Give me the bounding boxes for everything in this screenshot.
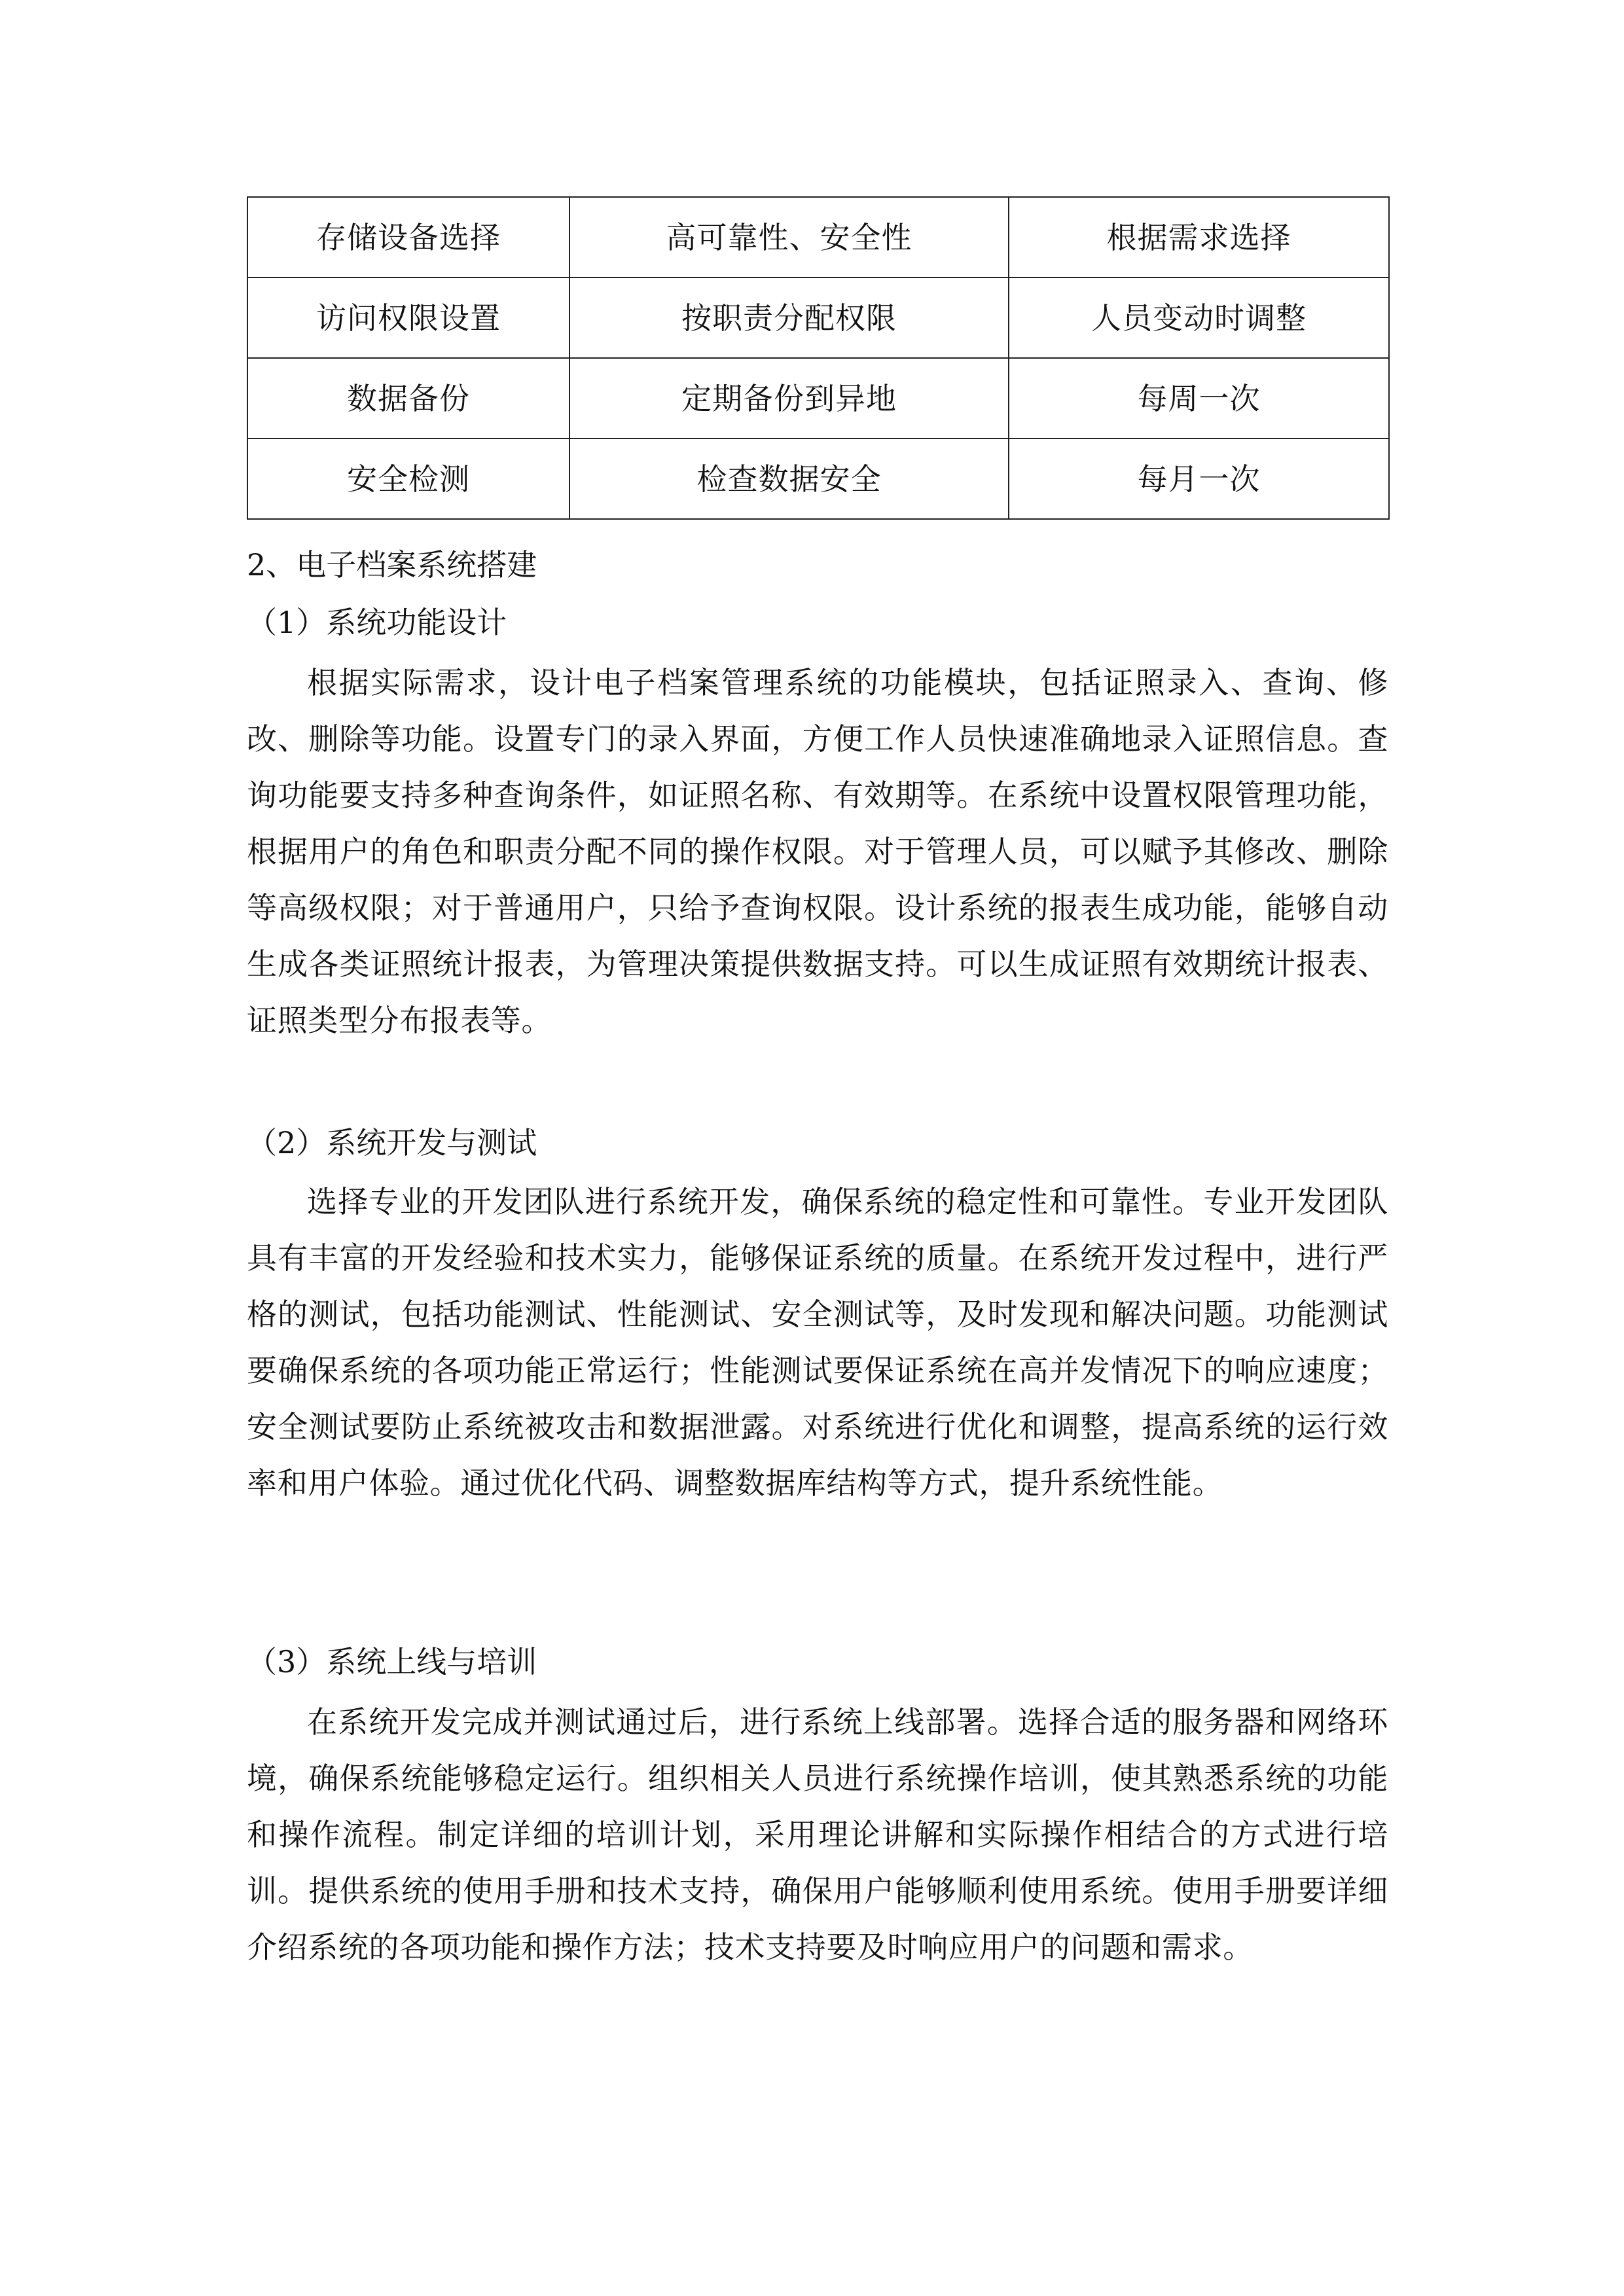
table-row	[247, 358, 1389, 439]
section-heading: 2、电子档案系统搭建	[247, 547, 537, 583]
table-cell: 安全检测	[247, 439, 569, 519]
table-cell: 人员变动时调整	[1009, 278, 1389, 358]
paragraph-dev-test: 选择专业的开发团队进行系统开发，确保系统的稳定性和可靠性。专业开发团队具有丰富的开发经验和技术实力，能够保证系统的质量。在系统开发过程中，进行严格的测试，包括功能测试、性能测试、安全测试等，及时发现和解决问题。功能测试要确保系统的各项功能正常运行；性能测试要保证系统在高并发情况下的响应速度；安全测试要防止系统被攻击和数据泄露。对系统进行优化和调整，提高系统的运行效率和用户体验。通过优化代码、调整数据库结构等方式，提升系统性能。	[247, 1184, 1388, 1501]
table-row	[247, 197, 1389, 278]
subsection-title-function-design: （1）系统功能设计	[247, 605, 507, 640]
table-row	[247, 439, 1389, 519]
table-cell: 定期备份到异地	[569, 358, 1009, 439]
paragraph-function-design: 根据实际需求，设计电子档案管理系统的功能模块，包括证照录入、查询、修改、删除等功能。设置专门的录入界面，方便工作人员快速准确地录入证照信息。查询功能要支持多种查询条件，如证照名称、有效期等。在系统中设置权限管理功能，根据用户的角色和职责分配不同的操作权限。对于管理人员，可以赋予其修改、删除等高级权限；对于普通用户，只给予查询权限。设计系统的报表生成功能，能够自动生成各类证照统计报表，为管理决策提供数据支持。可以生成证照有效期统计报表、证照类型分布报表等。	[247, 665, 1388, 1038]
table-cell: 根据需求选择	[1009, 197, 1389, 278]
table-cell: 高可靠性、安全性	[569, 197, 1009, 278]
table-cell: 每月一次	[1009, 439, 1389, 519]
measures-table	[247, 196, 1390, 520]
table-cell: 存储设备选择	[247, 197, 569, 278]
table-cell: 按职责分配权限	[569, 278, 1009, 358]
table-row	[247, 278, 1389, 358]
table-cell: 数据备份	[247, 358, 569, 439]
paragraph-launch-training: 在系统开发完成并测试通过后，进行系统上线部署。选择合适的服务器和网络环境，确保系统能够稳定运行。组织相关人员进行系统操作培训，使其熟悉系统的功能和操作流程。制定详细的培训计划，采用理论讲解和实际操作相结合的方式进行培训。提供系统的使用手册和技术支持，确保用户能够顺利使用系统。使用手册要详细介绍系统的各项功能和操作方法；技术支持要及时响应用户的问题和需求。	[247, 1704, 1388, 1965]
table-cell: 每周一次	[1009, 358, 1389, 439]
table-cell: 访问权限设置	[247, 278, 569, 358]
subsection-title-launch-training: （3）系统上线与培训	[247, 1644, 537, 1679]
subsection-title-dev-test: （2）系统开发与测试	[247, 1125, 537, 1160]
table-cell: 检查数据安全	[569, 439, 1009, 519]
